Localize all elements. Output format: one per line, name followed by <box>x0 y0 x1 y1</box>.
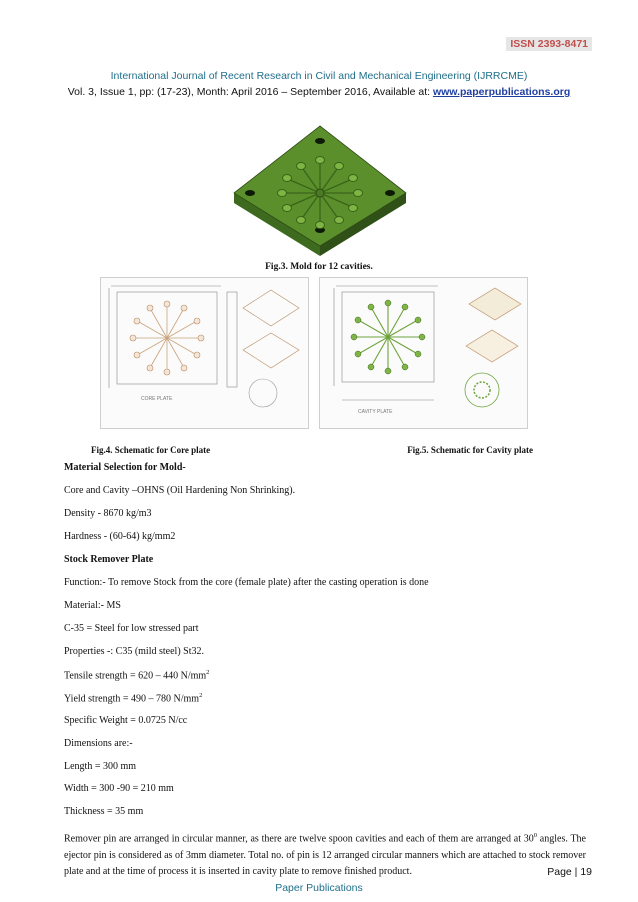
tensile-sup: 2 <box>206 669 210 676</box>
yield-text: Yield strength = 490 – 780 N/mm <box>64 693 200 705</box>
para-part-a: Remover pin are arranged in circular manner, as there are twelve spoon cavities and each of them are arranged at 30 <box>64 833 534 845</box>
yield-sup: 2 <box>199 692 203 699</box>
cavity-plate-label: CAVITY PLATE <box>358 409 393 415</box>
cavity-plate-schematic <box>319 277 528 429</box>
hardness-line: Hardness - (60-64) kg/mm2 <box>64 531 176 542</box>
properties-line: Properties -: C35 (mild steel) St32. <box>64 646 204 657</box>
width-line: Width = 300 -90 = 210 mm <box>64 783 174 794</box>
c35-line: C-35 = Steel for low stressed part <box>64 623 199 634</box>
dimensions-line: Dimensions are:- <box>64 738 133 749</box>
journal-title: International Journal of Recent Research in Civil and Mechanical Engineering (IJRRCME) <box>110 70 528 82</box>
yield-line <box>64 692 202 704</box>
fig5-caption: Fig.5. Schematic for Cavity plate <box>407 445 533 455</box>
thickness-line: Thickness = 35 mm <box>64 806 144 817</box>
density-line: Density - 8670 kg/m3 <box>64 508 152 519</box>
core-cavity-line: Core and Cavity –OHNS (Oil Hardening Non Shrinking). <box>64 485 296 496</box>
heading-stock-remover: Stock Remover Plate <box>64 554 154 565</box>
function-line: Function:- To remove Stock from the core (female plate) after the casting operation is done <box>64 577 429 588</box>
website-link[interactable]: www.paperpublications.org <box>432 86 571 98</box>
volume-line <box>0 86 638 98</box>
fig3-caption: Fig.3. Mold for 12 cavities. <box>265 262 373 272</box>
length-line: Length = 300 mm <box>64 761 137 772</box>
tensile-line <box>64 669 209 681</box>
core-plate-schematic <box>100 277 309 429</box>
specific-weight-line: Specific Weight = 0.0725 N/cc <box>64 715 188 726</box>
degree-sup: 0 <box>533 832 538 839</box>
ejector-pin-paragraph <box>64 828 586 881</box>
core-plate-label: CORE PLATE <box>141 396 173 402</box>
tensile-text: Tensile strength = 620 – 440 N/mm <box>64 670 207 682</box>
page-number: Page | 19 <box>547 866 592 878</box>
issn-label: ISSN 2393-8471 <box>506 37 592 51</box>
publisher-footer: Paper Publications <box>275 882 363 894</box>
mold-image <box>220 108 420 258</box>
material-line: Material:- MS <box>64 600 121 611</box>
fig4-caption: Fig.4. Schematic for Core plate <box>91 445 211 455</box>
heading-material-selection: Material Selection for Mold- <box>64 462 186 473</box>
para-part-b: angles. The ejector pin is considered as of 3mm diameter. Total no. of pin is 12 arranged circular manners which are attached to stock remover plate and at the time of process it is inserted in cavity plate to remove finished product. <box>64 833 586 878</box>
volume-info: Vol. 3, Issue 1, pp: (17-23), Month: April 2016 – September 2016, Available at: <box>67 86 433 98</box>
